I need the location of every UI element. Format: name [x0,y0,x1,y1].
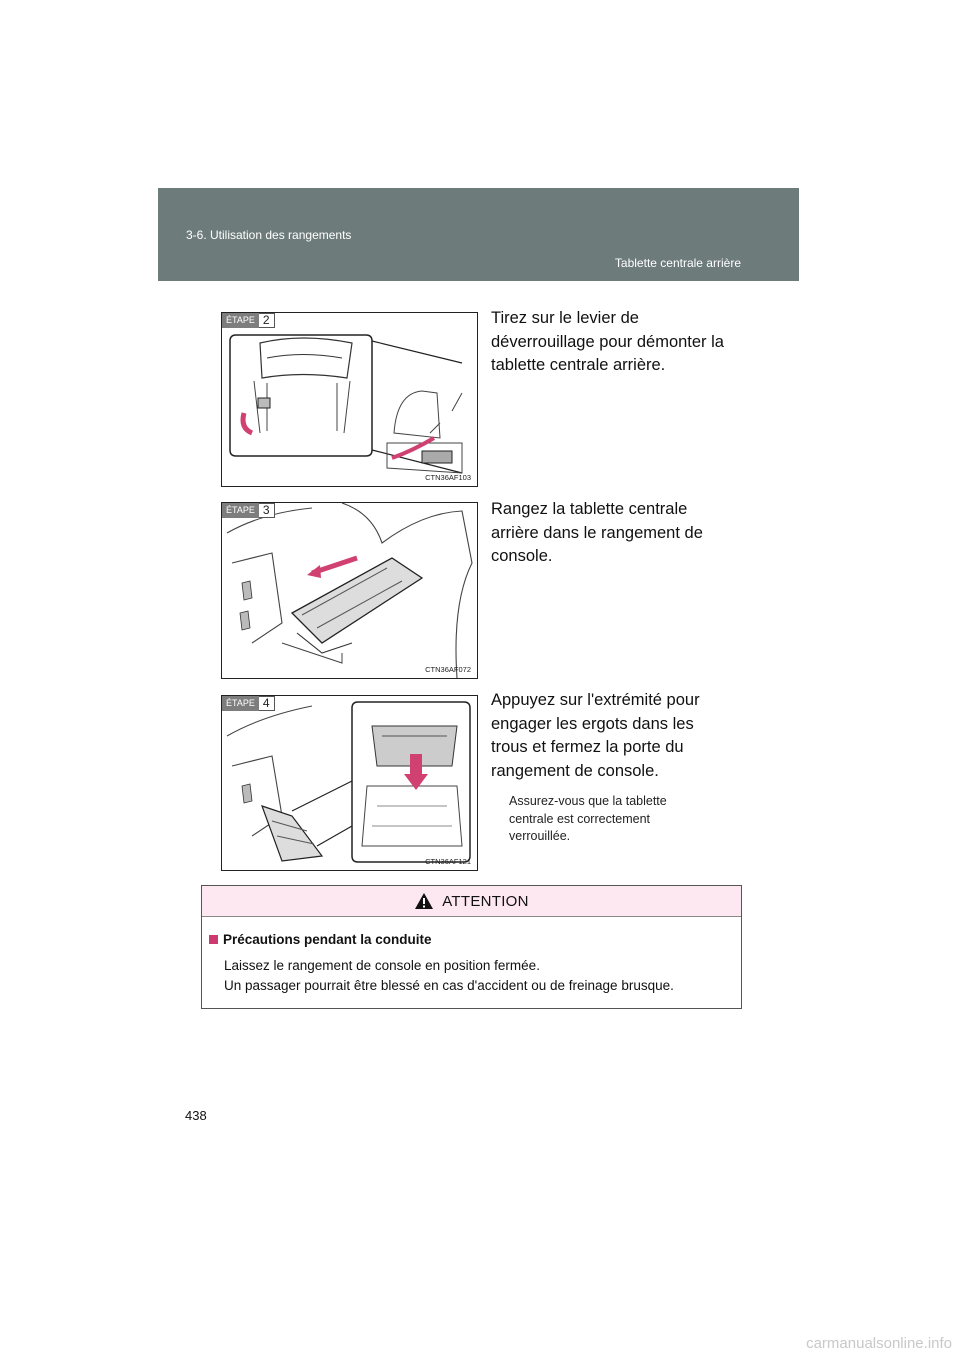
step-text-line: Rangez la tablette centrale [491,500,688,518]
step-2-text [491,307,739,378]
step-text-line: console. [491,547,553,565]
step-text-line: trous et fermez la porte du [491,738,684,756]
step-tag [222,696,275,711]
caution-body [202,917,741,996]
console-storage-drawing [222,503,477,678]
seat-lever-drawing [222,313,477,486]
section-header [158,188,799,281]
note-line: Assurez-vous que la tablette [509,794,667,808]
step-3-illustration [221,502,478,679]
section-subtitle: Tablette centrale arrière [614,256,741,270]
bullet-square-icon [209,935,218,944]
section-title: 3-6. Utilisation des rangements [186,228,352,242]
step-text-line: Appuyez sur l'extrémité pour [491,691,700,709]
step-text-line: tablette centrale arrière. [491,356,666,374]
step-tag-word: ÉTAPE [222,503,259,518]
figure-code: CTN36AF121 [425,857,471,866]
step-2-illustration [221,312,478,487]
step-text-line: arrière dans le rangement de [491,523,703,542]
caution-box [201,885,742,1009]
step-tag-word: ÉTAPE [222,313,259,328]
step-number: 4 [259,696,275,711]
step-tag-word: ÉTAPE [222,696,259,711]
step-number: 3 [259,503,275,518]
step-text-line: rangement de console. [491,761,659,780]
step-4-illustration [221,695,478,871]
caution-subheading-text: Précautions pendant la conduite [223,932,432,947]
page-number: 438 [185,1108,207,1123]
step-text-line: déverrouillage pour démonter la [491,332,724,351]
caution-header [202,886,741,917]
watermark: carmanualsonline.info [806,1335,952,1352]
step-number: 2 [259,313,275,328]
note-line: centrale est correctement [509,811,651,826]
step-tag [222,313,275,328]
step-tag [222,503,275,518]
step-4-note [509,793,739,846]
caution-subheading [209,930,731,950]
warning-triangle-icon [414,892,434,910]
caution-title: ATTENTION [442,892,529,910]
step-4-text [491,689,739,783]
figure-code: CTN36AF072 [425,665,471,674]
step-text-line: engager les ergots dans les [491,714,694,733]
note-line: verrouillée. [509,829,571,843]
step-3-text [491,498,739,569]
figure-code: CTN36AF103 [425,473,471,482]
console-door-drawing [222,696,477,870]
caution-line: Un passager pourrait être blessé en cas d'accident ou de freinage brusque. [224,978,674,993]
step-text-line: Tirez sur le levier de [491,309,639,327]
caution-line: Laissez le rangement de console en position fermée. [224,958,540,973]
